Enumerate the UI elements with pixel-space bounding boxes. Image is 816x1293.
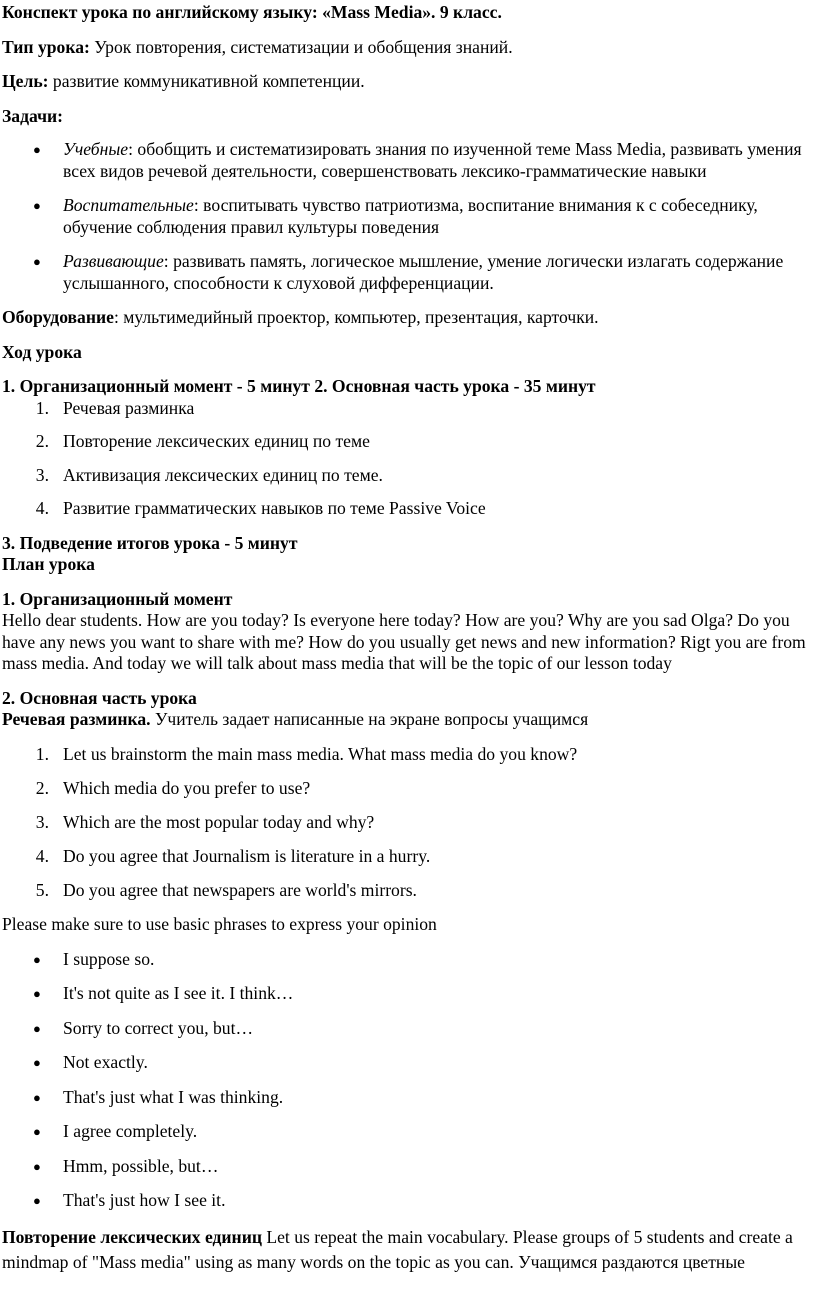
goal-label: Цель:	[2, 71, 49, 91]
item-number: 1.	[35, 743, 49, 764]
org-heading: 1. Организационный момент	[2, 588, 233, 609]
phrases-intro: Please make sure to use basic phrases to express your opinion	[2, 914, 437, 934]
list-item	[2, 195, 816, 238]
phrase-text: Hmm, possible, but…	[63, 1155, 219, 1176]
goal-text: развитие коммуникативной компетенции.	[48, 71, 365, 91]
item-text: Речевая разминка	[63, 397, 195, 418]
bullet-icon: ●	[33, 254, 41, 269]
list-item	[2, 431, 816, 453]
tasks-list	[2, 139, 816, 294]
list-item	[2, 1087, 816, 1109]
list-item	[2, 983, 816, 1005]
stage-line: 1. Организационный момент - 5 минут 2. Основная часть урока - 35 минут	[2, 376, 596, 396]
bullet-icon: ●	[33, 1193, 41, 1208]
list-item	[2, 498, 816, 520]
list-item	[2, 1190, 816, 1212]
item-number: 3.	[35, 811, 49, 832]
item-text: Which media do you prefer to use?	[63, 777, 311, 798]
item-text: Активизация лексических единиц по теме.	[63, 464, 383, 485]
list-item	[2, 465, 816, 487]
vocab-paragraph	[2, 1225, 816, 1275]
item-number: 2.	[35, 777, 49, 798]
phrase-text: I agree completely.	[63, 1121, 198, 1141]
bullet-icon: ●	[33, 1124, 41, 1139]
list-item	[2, 949, 816, 971]
item-number: 1.	[35, 397, 49, 418]
list-item	[2, 139, 816, 182]
phrase-text: Sorry to correct you, but…	[63, 1017, 254, 1038]
list-item	[2, 1052, 816, 1074]
task-name: Учебные	[63, 139, 129, 159]
phrase-text: That's just how I see it.	[63, 1190, 226, 1210]
list-item	[2, 744, 816, 766]
lesson-type-label: Тип урока:	[2, 36, 90, 57]
questions-list	[2, 744, 816, 902]
item-number: 4.	[35, 845, 49, 866]
main-heading: 2. Основная часть урока	[2, 687, 197, 708]
item-text: Let us brainstorm the main mass media. What mass media do you know?	[63, 743, 578, 764]
item-text: Do you agree that Journalism is literature in a hurry.	[63, 845, 431, 866]
equipment-text: : мультимедийный проектор, компьютер, презентация, карточки.	[113, 307, 599, 327]
list-item	[2, 778, 816, 800]
document-title: Конспект урока по английскому языку: «Mass Media». 9 класс.	[2, 2, 502, 22]
warmup	[2, 709, 816, 731]
item-number: 4.	[35, 498, 49, 518]
phrase-text: That's just what I was thinking.	[63, 1086, 284, 1107]
phrase-text: It's not quite as I see it. I think…	[63, 983, 294, 1003]
task-name: Воспитательные	[63, 195, 194, 215]
task-text: : развивать память, логическое мышление, умение логически излагать содержание услышанного, способности к слуховой дифференциации.	[63, 251, 784, 293]
list-item	[2, 251, 816, 294]
item-text: Повторение лексических единиц по теме	[63, 431, 370, 451]
bullet-icon: ●	[33, 198, 41, 213]
list-item	[2, 846, 816, 868]
item-text: Which are the most popular today and why?	[63, 811, 375, 832]
lesson-type-text: Урок повторения, систематизации и обобщения знаний.	[89, 36, 513, 57]
phrases-list	[2, 949, 816, 1212]
item-text: Развитие грамматических навыков по теме Passive Voice	[63, 498, 486, 518]
list-item	[2, 1018, 816, 1040]
phrase-text: I suppose so.	[63, 948, 155, 969]
item-number: 5.	[35, 879, 49, 900]
stage-3: 3. Подведение итогов урока - 5 минут	[2, 532, 298, 553]
task-name: Развивающие	[63, 251, 164, 271]
warmup-label: Речевая разминка.	[2, 709, 151, 729]
list-item	[2, 1121, 816, 1143]
task-text: : обобщить и систематизировать знания по изученной теме Mass Media, развивать умения всех видов речевой деятельности, совершенствовать лексико-грамматические навыки	[63, 139, 802, 181]
stage-items	[2, 398, 816, 520]
item-number: 2.	[35, 431, 49, 451]
list-item	[2, 398, 816, 420]
plan-heading: План урока	[2, 554, 95, 574]
tasks-heading: Задачи:	[2, 105, 63, 126]
lesson-type	[2, 37, 816, 59]
item-number: 3.	[35, 464, 49, 485]
lesson-goal	[2, 71, 816, 93]
vocab-text: Let us repeat the main vocabulary. Please groups of 5 students and create a mindmap of "Mass media" using as many words on the topic as you can. Учащимся раздаются цветные	[2, 1226, 793, 1272]
course-heading: Ход урока	[2, 341, 82, 362]
equipment	[2, 307, 816, 329]
org-text: Hello dear students. How are you today? Is everyone here today? How are you? Why are you sad Olga? Do you have any news you want to share with me? How do you usually get news and new information? Rigt you are from mass media. And today we will talk about mass media that will be the topic of our lesson today	[2, 610, 806, 673]
phrase-text: Not exactly.	[63, 1052, 148, 1072]
equipment-label: Оборудование	[2, 307, 114, 327]
bullet-icon: ●	[33, 951, 41, 967]
warmup-text: Учитель задает написанные на экране вопросы учащимся	[150, 709, 589, 729]
document-page	[0, 2, 816, 1275]
list-item	[2, 880, 816, 902]
bullet-icon: ●	[33, 1089, 41, 1105]
bullet-icon: ●	[33, 1055, 41, 1070]
bullet-icon: ●	[33, 142, 41, 157]
item-text: Do you agree that newspapers are world's mirrors.	[63, 879, 417, 900]
vocab-label: Повторение лексических единиц	[2, 1226, 262, 1247]
task-text: : воспитывать чувство патриотизма, воспитание внимания к с собеседнику, обучение соблюдения правил культуры поведения	[63, 195, 758, 237]
bullet-icon: ●	[33, 1020, 41, 1036]
bullet-icon: ●	[33, 1158, 41, 1174]
list-item	[2, 812, 816, 834]
list-item	[2, 1156, 816, 1178]
bullet-icon: ●	[33, 986, 41, 1001]
